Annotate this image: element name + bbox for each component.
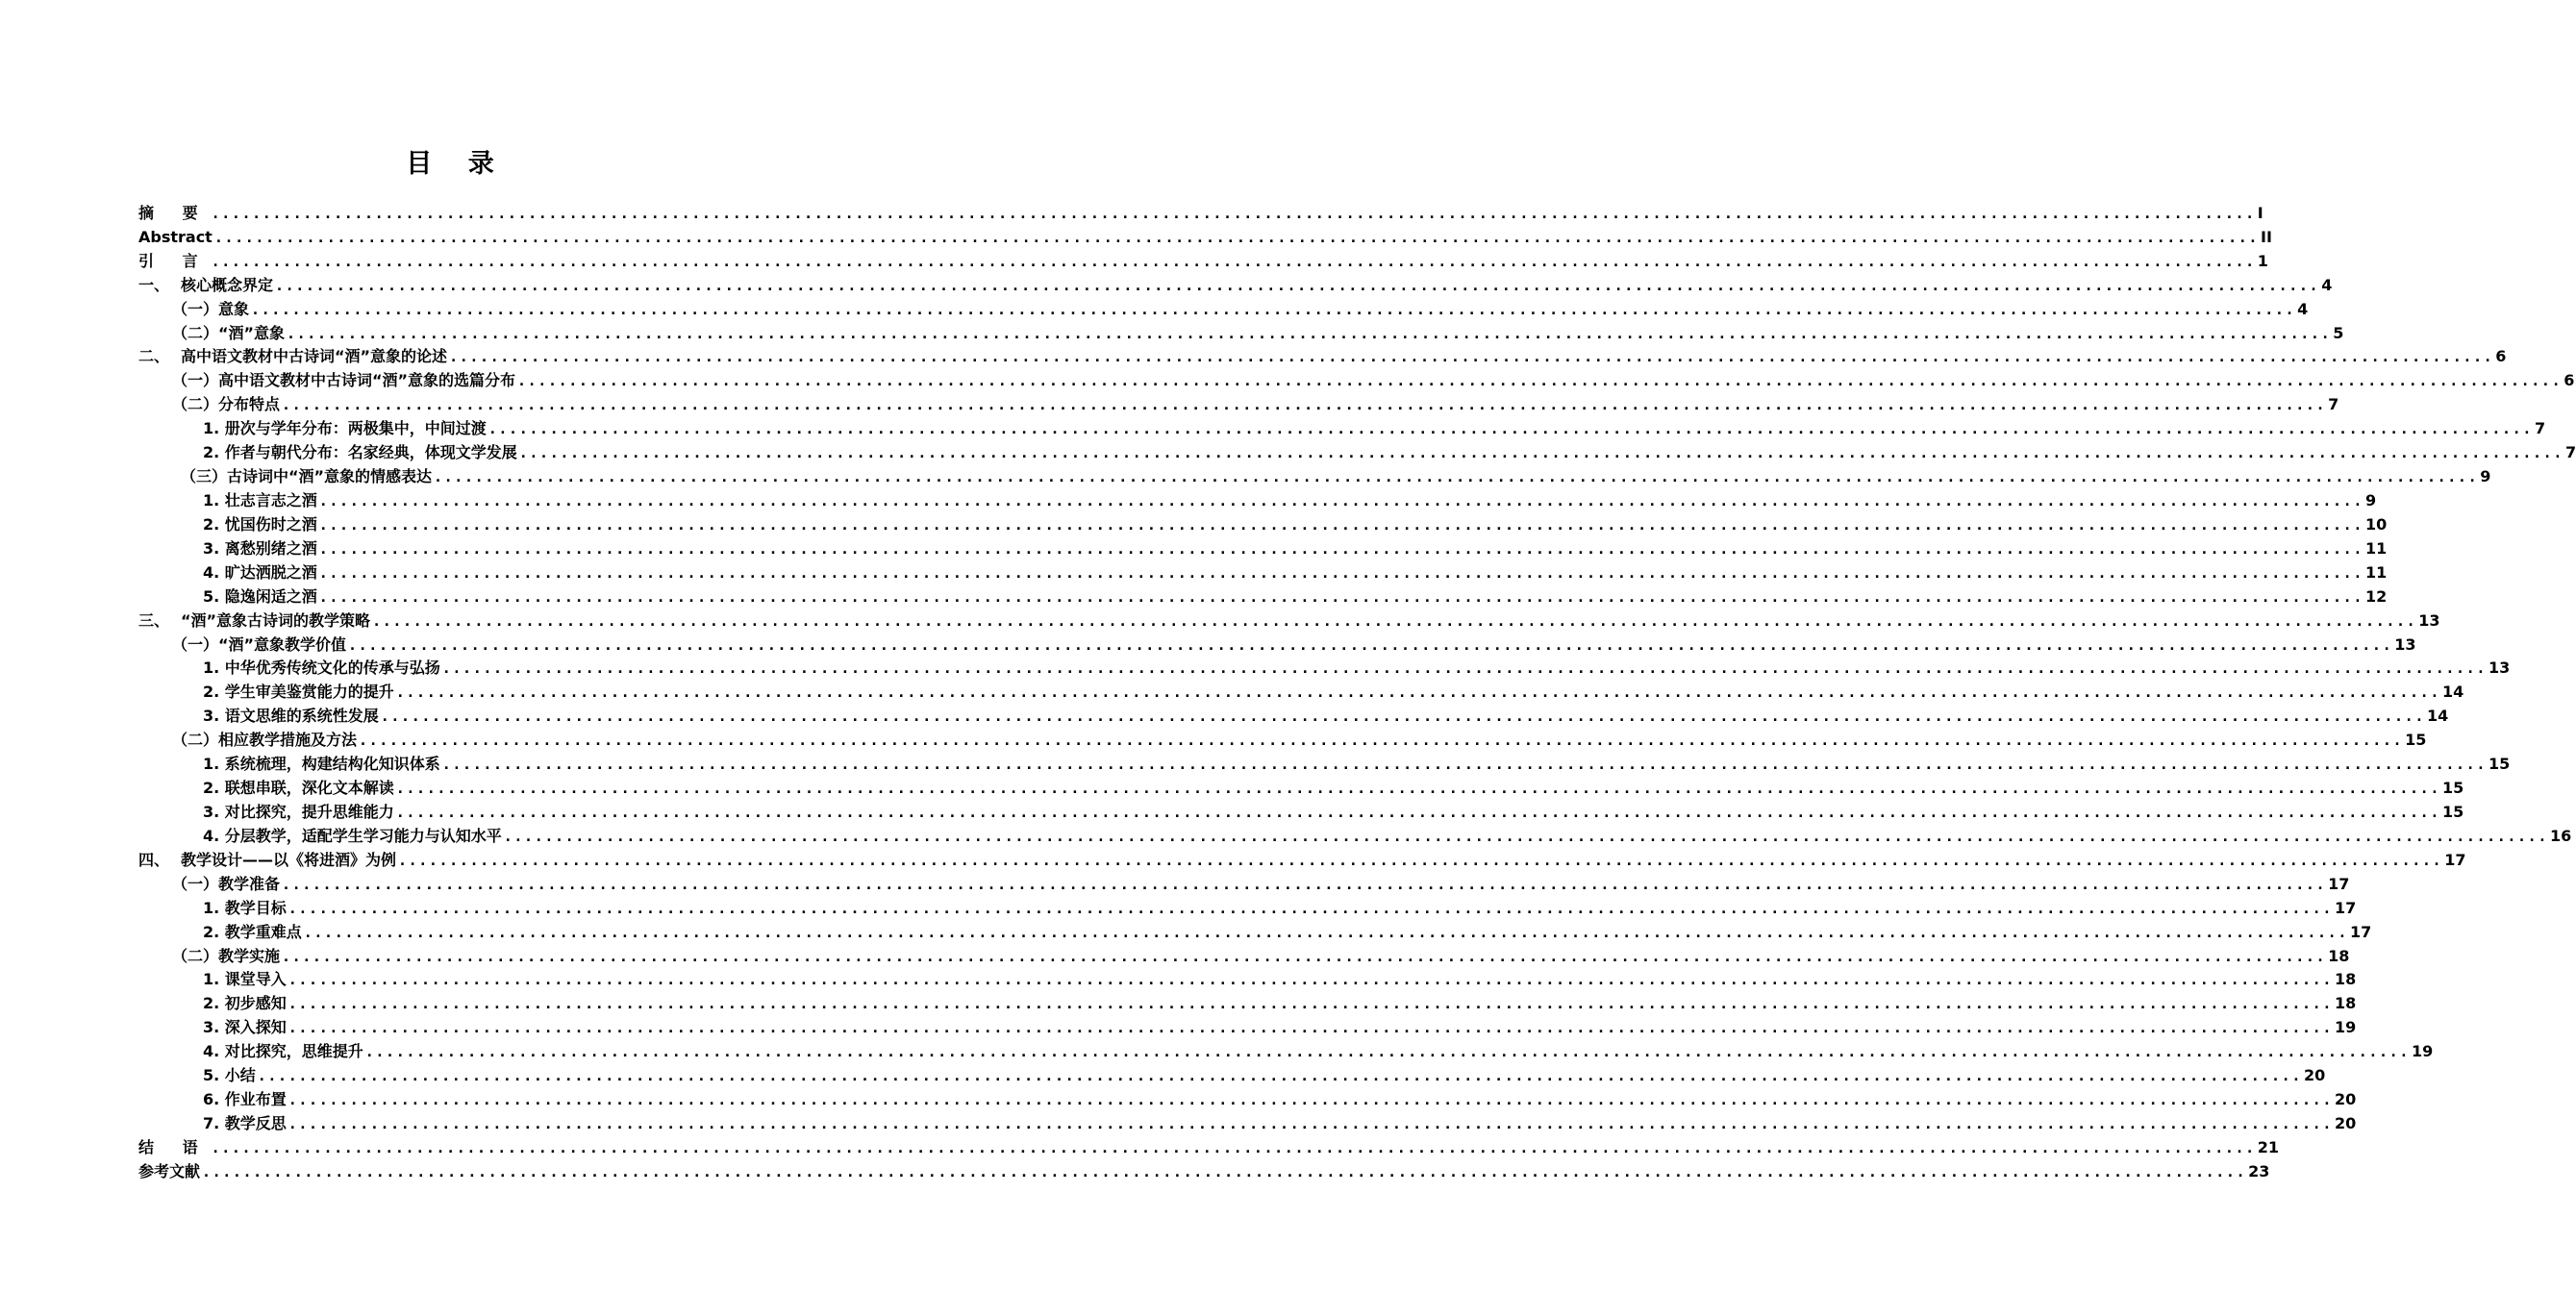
toc-entry-text: 教学设计——以《将进酒》为例	[181, 850, 397, 869]
toc-entry-text: 1. 册次与学年分布：两极集中，中间过渡	[203, 419, 487, 438]
toc-entry-number: 二、	[138, 347, 170, 366]
toc-entry-page: 18	[2334, 994, 2357, 1013]
toc-entry-text: （二）分布特点	[172, 395, 281, 414]
toc-entry[interactable]	[138, 245, 2268, 270]
toc-entry-page: 19	[2411, 1042, 2434, 1061]
dot-leader: ........................................................................................................................................................................................................	[213, 228, 2259, 246]
toc-entry[interactable]	[138, 892, 2357, 917]
dot-leader: ........................................................................................................................................................................................................	[398, 851, 2443, 869]
toc-entry[interactable]	[138, 916, 2372, 941]
toc-entry-page: 12	[2364, 586, 2388, 606]
toc-entry[interactable]	[138, 388, 2339, 414]
toc-entry-number: 四、	[138, 850, 170, 869]
dot-leader: ........................................................................................................................................................................................................	[380, 708, 2425, 726]
toc-entry-text: 1. 系统梳理，构建结构化知识体系	[203, 755, 440, 774]
toc-entry-page: 16	[2549, 826, 2572, 845]
toc-entry-text: 引 言	[138, 251, 210, 270]
toc-entry[interactable]	[138, 1011, 2357, 1037]
toc-entry[interactable]	[138, 436, 2576, 462]
toc-entry[interactable]	[138, 460, 2491, 486]
toc-entry-page: 13	[2488, 658, 2511, 678]
toc-entry-text: 7. 教学反思	[203, 1113, 287, 1132]
dot-leader: ........................................................................................................................................................................................................	[318, 491, 2363, 509]
toc-entry-label	[203, 562, 317, 582]
toc-entry-label	[203, 826, 502, 845]
toc-entry[interactable]	[138, 509, 2388, 534]
dot-leader: ........................................................................................................................................................................................................	[202, 1162, 2247, 1180]
toc-entry-page: 13	[2418, 610, 2440, 630]
toc-entry-page: 1	[2257, 251, 2268, 270]
toc-entry-page: 18	[2328, 946, 2350, 965]
dot-leader: ........................................................................................................................................................................................................	[518, 444, 2563, 462]
toc-entry-label	[203, 1044, 363, 1059]
toc-entry[interactable]	[138, 484, 2377, 509]
toc-entry[interactable]	[138, 533, 2388, 558]
dot-leader: ........................................................................................................................................................................................................	[372, 611, 2417, 630]
toc-entry-text: 1. 中华优秀传统文化的传承与弘扬	[203, 658, 440, 678]
toc-entry[interactable]	[138, 269, 2333, 294]
toc-entry-text: 4. 对比探究，思维提升	[203, 1042, 363, 1061]
toc-entry-label	[203, 660, 440, 676]
table-of-contents	[138, 197, 2576, 1180]
dot-leader: ........................................................................................................................................................................................................	[288, 971, 2333, 989]
toc-entry-label	[138, 275, 274, 294]
toc-entry-text: 3. 离愁别绪之酒	[203, 538, 317, 558]
toc-entry-text: 2. 教学重难点	[203, 922, 302, 941]
toc-entry[interactable]	[138, 1107, 2357, 1132]
toc-entry[interactable]	[138, 796, 2464, 821]
dot-leader: ........................................................................................................................................................................................................	[282, 947, 2327, 965]
toc-entry-label	[203, 1020, 287, 1035]
toc-entry[interactable]	[138, 293, 2309, 318]
toc-entry-label	[203, 972, 287, 987]
toc-entry-number: 三、	[138, 610, 170, 630]
toc-entry[interactable]	[138, 1155, 2270, 1180]
toc-entry-label	[172, 373, 515, 388]
toc-entry-text: （二）教学实施	[172, 946, 281, 965]
toc-entry[interactable]	[138, 1035, 2434, 1061]
toc-entry-text: （一）“酒”意象教学价值	[172, 634, 347, 654]
dot-leader: ........................................................................................................................................................................................................	[288, 1114, 2333, 1132]
toc-entry-label	[172, 634, 347, 654]
dot-leader: ........................................................................................................................................................................................................	[211, 204, 2256, 222]
toc-entry-text: “酒”意象古诗词的教学策略	[181, 610, 371, 630]
toc-entry-page: 4	[2321, 275, 2333, 294]
toc-entry-label	[203, 996, 287, 1011]
toc-entry-text: 1. 课堂导入	[203, 970, 287, 989]
toc-entry-label	[203, 708, 379, 724]
toc-entry-page: 15	[2405, 731, 2427, 750]
dot-leader: ........................................................................................................................................................................................................	[251, 300, 2296, 318]
dot-leader: ........................................................................................................................................................................................................	[488, 420, 2533, 438]
toc-entry-label	[181, 469, 432, 484]
toc-entry-text: 1. 壮志言志之酒	[203, 490, 317, 509]
toc-entry-label	[138, 610, 371, 630]
dot-leader: ........................................................................................................................................................................................................	[282, 396, 2327, 414]
toc-entry-label	[203, 684, 394, 700]
toc-entry-label	[138, 1137, 210, 1156]
toc-entry-text: 摘 要	[138, 203, 210, 222]
toc-entry-page: 19	[2334, 1018, 2357, 1037]
toc-entry[interactable]	[138, 772, 2464, 798]
dot-leader: ........................................................................................................................................................................................................	[287, 324, 2332, 342]
toc-entry-label	[203, 421, 487, 436]
toc-entry-page: 15	[2441, 779, 2464, 798]
toc-entry[interactable]	[138, 557, 2388, 582]
toc-entry[interactable]	[138, 605, 2440, 630]
toc-entry-label	[138, 251, 210, 270]
dot-leader: ........................................................................................................................................................................................................	[275, 276, 2320, 294]
toc-entry-label	[203, 490, 317, 509]
toc-entry-text: 2. 作者与朝代分布：名家经典，体现文学发展	[203, 443, 517, 462]
toc-entry-page: 17	[2349, 922, 2372, 941]
dot-leader: ........................................................................................................................................................................................................	[364, 1043, 2410, 1061]
dot-leader: ........................................................................................................................................................................................................	[318, 563, 2363, 582]
toc-entry-page: 11	[2364, 562, 2388, 582]
toc-entry-text: 2. 联想串联，深化文本解读	[203, 779, 394, 798]
dot-leader: ........................................................................................................................................................................................................	[211, 252, 2256, 270]
toc-entry[interactable]	[138, 653, 2511, 678]
toc-entry-label	[203, 1092, 287, 1107]
toc-entry-page: 10	[2364, 514, 2388, 534]
toc-entry-page: 5	[2333, 323, 2344, 342]
toc-entry-text: （一）教学准备	[172, 874, 281, 893]
dot-leader: ........................................................................................................................................................................................................	[348, 635, 2393, 654]
toc-entry-text: 5. 小结	[203, 1066, 256, 1085]
toc-entry-label	[203, 538, 317, 558]
toc-entry[interactable]	[138, 629, 2416, 654]
toc-entry[interactable]	[138, 844, 2466, 869]
toc-entry[interactable]	[138, 1059, 2326, 1085]
toc-entry-page: 17	[2328, 874, 2350, 893]
toc-entry-page: 23	[2248, 1161, 2270, 1180]
toc-entry-label	[203, 445, 517, 460]
toc-entry-page: 20	[2303, 1066, 2326, 1085]
dot-leader: ........................................................................................................................................................................................................	[288, 899, 2333, 917]
toc-entry-text: （一）高中语文教材中古诗词“酒”意象的选篇分布	[172, 371, 516, 390]
toc-entry[interactable]	[138, 820, 2572, 845]
toc-entry-label	[172, 946, 281, 965]
dot-leader: ........................................................................................................................................................................................................	[288, 995, 2333, 1013]
dot-leader: ........................................................................................................................................................................................................	[434, 468, 2479, 486]
dot-leader: ........................................................................................................................................................................................................	[318, 587, 2363, 606]
dot-leader: ........................................................................................................................................................................................................	[395, 683, 2440, 702]
toc-entry-text: 6. 作业布置	[203, 1090, 287, 1109]
toc-entry[interactable]	[138, 197, 2263, 222]
toc-entry-label	[172, 397, 280, 412]
toc-entry-page: 14	[2441, 683, 2464, 702]
toc-entry-page: 17	[2444, 850, 2466, 869]
toc-entry-text: 高中语文教材中古诗词“酒”意象的论述	[181, 347, 448, 366]
toc-entry[interactable]	[138, 364, 2575, 390]
toc-entry[interactable]	[138, 987, 2357, 1013]
toc-entry-label	[203, 922, 302, 941]
toc-entry-page: 20	[2334, 1113, 2357, 1132]
toc-entry-page: 11	[2364, 538, 2388, 558]
toc-entry-text: 3. 深入探知	[203, 1018, 287, 1037]
toc-entry-page: 20	[2334, 1090, 2357, 1109]
toc-entry-label	[138, 349, 447, 364]
toc-entry-label	[138, 227, 213, 246]
page-title: 目 录	[406, 149, 508, 179]
toc-entry-page: 13	[2394, 634, 2416, 654]
toc-entry-text: 2. 初步感知	[203, 994, 287, 1013]
toc-entry-text: （二）“酒”意象	[172, 323, 286, 342]
toc-entry[interactable]	[138, 724, 2427, 750]
toc-entry[interactable]	[138, 221, 2272, 246]
toc-entry-text: 核心概念界定	[181, 275, 274, 294]
toc-entry-page: 21	[2257, 1137, 2279, 1156]
dot-leader: ........................................................................................................................................................................................................	[211, 1138, 2256, 1156]
toc-entry-page: 6	[2563, 371, 2575, 390]
toc-entry-text: 3. 语文思维的系统性发展	[203, 707, 379, 726]
toc-entry-page: II	[2260, 227, 2272, 246]
dot-leader: ........................................................................................................................................................................................................	[395, 803, 2440, 821]
dot-leader: ........................................................................................................................................................................................................	[441, 659, 2487, 678]
toc-entry-label	[203, 802, 394, 821]
toc-entry-page: 4	[2297, 299, 2309, 318]
toc-entry-page: 15	[2488, 755, 2511, 774]
toc-entry-text: （一）意象	[172, 299, 250, 318]
toc-entry-label	[138, 203, 210, 222]
toc-entry[interactable]	[138, 581, 2388, 606]
toc-entry[interactable]	[138, 748, 2511, 774]
toc-entry-text: 4. 分层教学，适配学生学习能力与认知水平	[203, 826, 502, 845]
toc-entry-number: 一、	[138, 275, 170, 294]
toc-entry-label	[138, 850, 397, 869]
toc-entry-label	[172, 299, 250, 318]
toc-entry-text: （二）相应教学措施及方法	[172, 731, 358, 750]
toc-entry[interactable]	[138, 700, 2449, 726]
toc-entry-label	[203, 1113, 287, 1132]
toc-entry-text: 2. 忧国伤时之酒	[203, 514, 317, 534]
toc-entry-label	[203, 781, 394, 796]
toc-entry-text: 3. 对比探究，提升思维能力	[203, 802, 394, 821]
toc-entry[interactable]	[138, 317, 2344, 342]
toc-entry-text: 5. 隐逸闲适之酒	[203, 586, 317, 606]
toc-entry-label	[138, 1161, 201, 1180]
toc-entry-page: 9	[2480, 467, 2491, 486]
dot-leader: ........................................................................................................................................................................................................	[318, 539, 2363, 558]
toc-entry-page: I	[2257, 203, 2263, 222]
dot-leader: ........................................................................................................................................................................................................	[449, 348, 2494, 366]
toc-entry[interactable]	[138, 676, 2464, 702]
toc-entry-label	[203, 898, 287, 917]
dot-leader: ........................................................................................................................................................................................................	[517, 372, 2563, 390]
toc-entry-page: 18	[2334, 970, 2357, 989]
toc-entry[interactable]	[138, 964, 2357, 989]
toc-entry-label	[203, 586, 317, 606]
toc-entry-label	[172, 874, 281, 893]
toc-entry[interactable]	[138, 940, 2350, 965]
dot-leader: ........................................................................................................................................................................................................	[288, 1091, 2333, 1109]
dot-leader: ........................................................................................................................................................................................................	[318, 515, 2363, 534]
dot-leader: ........................................................................................................................................................................................................	[441, 756, 2487, 774]
dot-leader: ........................................................................................................................................................................................................	[359, 732, 2404, 750]
toc-entry[interactable]	[138, 341, 2507, 366]
toc-entry-page: 15	[2441, 802, 2464, 821]
toc-entry-text: 1. 教学目标	[203, 898, 287, 917]
toc-entry[interactable]	[138, 868, 2350, 893]
toc-entry-page: 9	[2364, 490, 2377, 509]
toc-entry-page: 7	[2328, 395, 2339, 414]
dot-leader: ........................................................................................................................................................................................................	[288, 1019, 2333, 1037]
dot-leader: ........................................................................................................................................................................................................	[395, 780, 2440, 798]
toc-entry-page: 7	[2564, 443, 2576, 462]
toc-entry-text: 结 语	[138, 1137, 210, 1156]
toc-entry-label	[203, 514, 317, 534]
toc-entry-text: Abstract	[138, 227, 213, 246]
toc-entry-text: （三）古诗词中“酒”意象的情感表达	[181, 467, 433, 486]
toc-entry-text: 4. 旷达洒脱之酒	[203, 562, 317, 582]
toc-entry-text: 2. 学生审美鉴赏能力的提升	[203, 683, 394, 702]
toc-entry-page: 17	[2334, 898, 2357, 917]
toc-entry-page: 7	[2534, 419, 2546, 438]
toc-entry[interactable]	[138, 412, 2546, 438]
dot-leader: ........................................................................................................................................................................................................	[257, 1067, 2302, 1085]
dot-leader: ........................................................................................................................................................................................................	[503, 827, 2548, 845]
toc-entry-page: 14	[2426, 707, 2449, 726]
dot-leader: ........................................................................................................................................................................................................	[282, 875, 2327, 893]
toc-entry-page: 6	[2495, 347, 2507, 366]
toc-entry-text: 参考文献	[138, 1161, 201, 1180]
toc-entry-label	[172, 323, 286, 342]
dot-leader: ........................................................................................................................................................................................................	[303, 923, 2348, 941]
toc-entry-label	[172, 733, 357, 748]
toc-entry[interactable]	[138, 1083, 2357, 1109]
toc-entry-label	[203, 1068, 256, 1083]
toc-entry[interactable]	[138, 1131, 2279, 1156]
toc-entry-label	[203, 757, 440, 772]
